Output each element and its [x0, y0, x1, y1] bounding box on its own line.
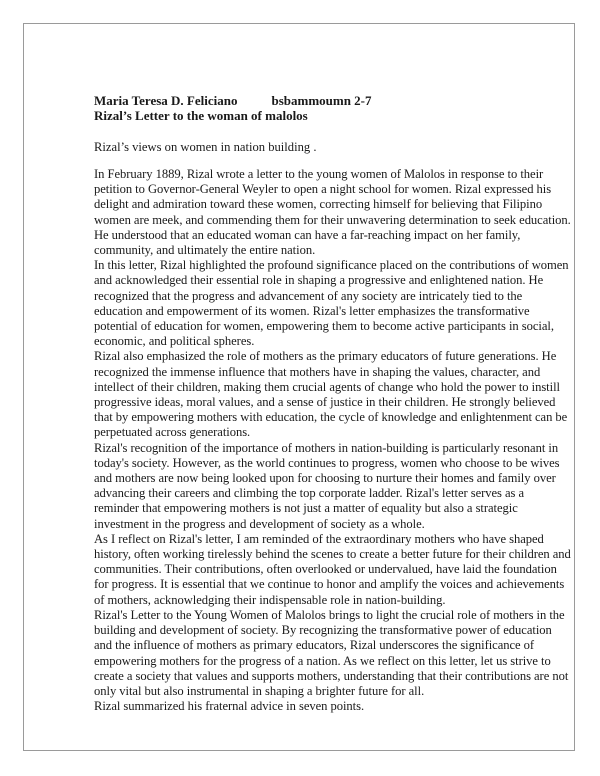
document-content — [94, 93, 572, 714]
author-name: Maria Teresa D. Feliciano — [94, 93, 238, 108]
section-code: bsbammoumn 2-7 — [271, 93, 372, 108]
paragraph: In this letter, Rizal highlighted the profound significance placed on the contributions of women and acknowledged their essential role in shaping a progressive and enlightened nation. He recognized that the progress and advancement of any society are intricately tied to the education and empowerment of its women. Rizal's letter emphasizes the transformative potential of education for women, empowering them to become active participants in social, economic, and political spheres. — [94, 258, 569, 349]
paragraph: Rizal's recognition of the importance of mothers in nation-building is particularly resonant in today's society. However, as the world continues to progress, women who choose to be wives and mothers are now being looked upon for choosing to nurture their homes and family over advancing their careers and climbing the top corporate ladder. Rizal's letter serves as a reminder that empowering mothers is not just a matter of equality but also a strategic investment in the progress and development of society as a whole. — [94, 440, 560, 531]
paragraph: Rizal summarized his fraternal advice in seven points. — [94, 699, 365, 714]
paragraph: Rizal's Letter to the Young Women of Malolos brings to light the crucial role of mothers in the building and development of society. By recognizing the transformative power of education and the influence of mothers as primary educators, Rizal underscores the significance of empowering mothers for the progress of a nation. As we reflect on this letter, let us strive to create a society that values and supports mothers, understanding that their contributions are not only vital but also instrumental in shaping a brighter future for all. — [94, 607, 569, 698]
author-line — [94, 93, 572, 108]
document-page — [23, 23, 575, 751]
document-subtitle: Rizal’s views on women in nation building . — [94, 140, 317, 154]
paragraph: In February 1889, Rizal wrote a letter to the young women of Malolos in response to their petition to Governor-General Weyler to open a night school for women. Rizal expressed his delight and admiration toward these women, correcting himself for believing that Filipino women are meek, and commending them for their unwavering determination to seek education. He understood that an educated woman can have a far-reaching impact on her family, community, and ultimately the entire nation. — [94, 167, 571, 258]
document-body — [94, 167, 572, 714]
document-title: Rizal’s Letter to the woman of malolos — [94, 108, 308, 123]
paragraph: Rizal also emphasized the role of mothers as the primary educators of future generations. He recognized the immense influence that mothers have in shaping the values, character, and intellect of their children, making them crucial agents of change who hold the power to instill progressive ideas, moral values, and a sense of justice in their children. He strongly believed that by empowering mothers with education, the cycle of knowledge and enlightenment can be perpetuated across generations. — [94, 349, 568, 440]
paragraph: As I reflect on Rizal's letter, I am reminded of the extraordinary mothers who have shaped history, often working tirelessly behind the scenes to create a better future for their children and communities. Their contributions, often overlooked or undervalued, have laid the foundation for progress. It is essential that we continue to honor and amplify the voices and achievements of mothers, acknowledging their indispensable role in nation-building. — [94, 531, 571, 607]
